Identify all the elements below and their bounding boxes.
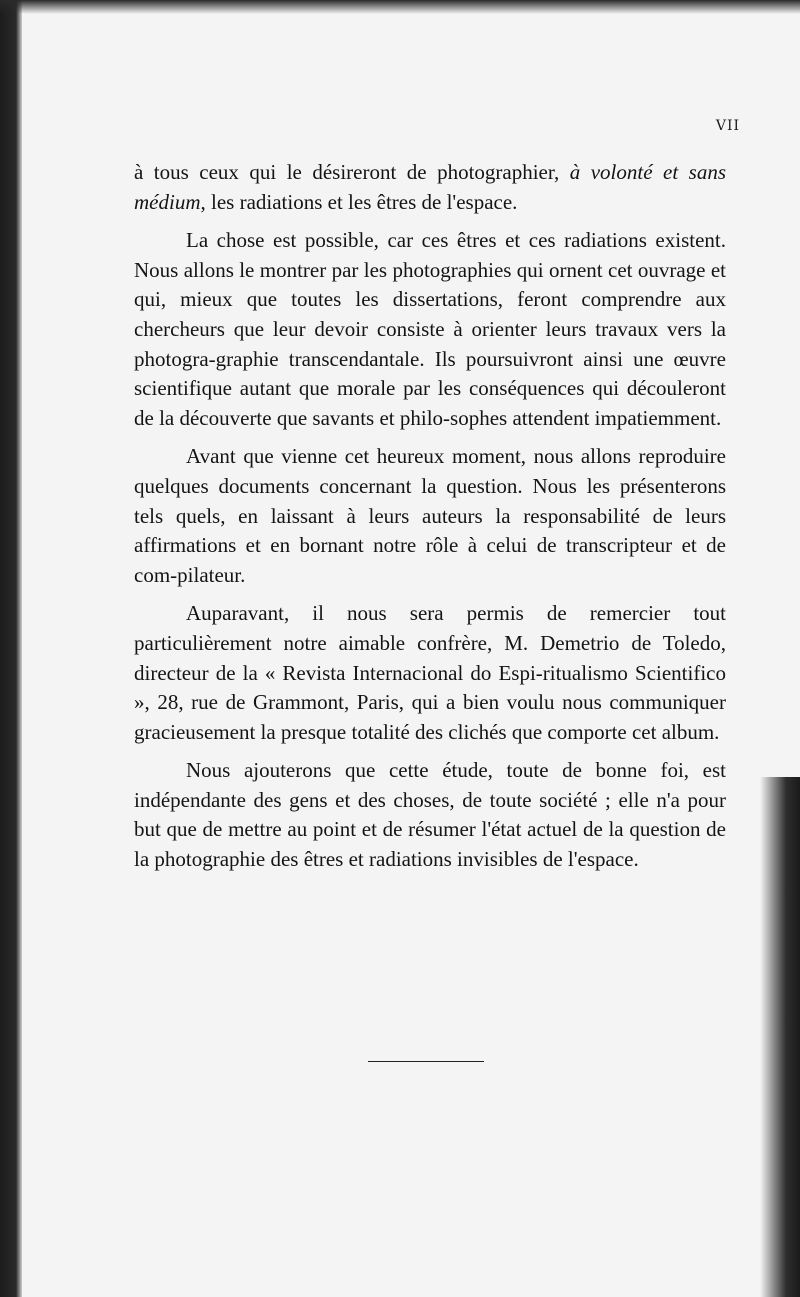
paragraph-text: , les radiations et les êtres de l'espace. (200, 189, 518, 214)
paragraph-text: Nous ajouterons que cette étude, toute de bonne foi, est indépendante des gens et des choses, de toute société ; elle n'a pour but que de mettre au point et de résumer l'état actuel de la question de la photographie des êtres et radiations invisibles de l'espace. (134, 758, 726, 872)
page-number: VII (715, 118, 740, 134)
paragraph-4 (134, 599, 726, 747)
paragraph-text: Auparavant, il nous sera permis de remercier tout particulièrement notre aimable confrère, M. Demetrio de Toledo, directeur de la « Revista Internacional do Espi-ritualismo Scientifico », 28, rue de Grammont, Paris, qui a bien voulu nous communiquer gracieusement la presque totalité des clichés que comporte cet album. (134, 601, 726, 744)
paragraph-5 (134, 756, 726, 874)
section-rule (368, 1061, 484, 1062)
paragraph-3 (134, 442, 726, 590)
scan-edge-top (0, 0, 800, 14)
paragraph-2 (134, 226, 726, 433)
scan-edge-bottom-right (760, 777, 800, 1297)
paragraph-text: à volonté et sans médium (134, 160, 726, 214)
paragraph-text: La chose est possible, car ces êtres et ces radiations existent. Nous allons le montrer par les photographies qui ornent cet ouvrage et qui, mieux que toutes les dissertations, feront comprendre aux chercheurs que leur devoir consiste à orienter leurs travaux vers la photogra-graphie transcendantale. Ils poursuivront ainsi une œuvre scientifique autant que morale par les conséquences qui découleront de la découverte que savants et philo-sophes attendent impatiemment. (134, 228, 726, 430)
body-text (134, 158, 726, 884)
scan-edge-left (0, 0, 22, 1297)
paragraph-text: Avant que vienne cet heureux moment, nous allons reproduire quelques documents concernant la question. Nous les présenterons tels quels, en laissant à leurs auteurs la responsabilité de leurs affirmations et en bornant notre rôle à celui de transcripteur et de com-pilateur. (134, 444, 726, 587)
paragraph-text: à tous ceux qui le désireront de photographier, (134, 160, 570, 184)
paragraph-1 (134, 158, 726, 217)
